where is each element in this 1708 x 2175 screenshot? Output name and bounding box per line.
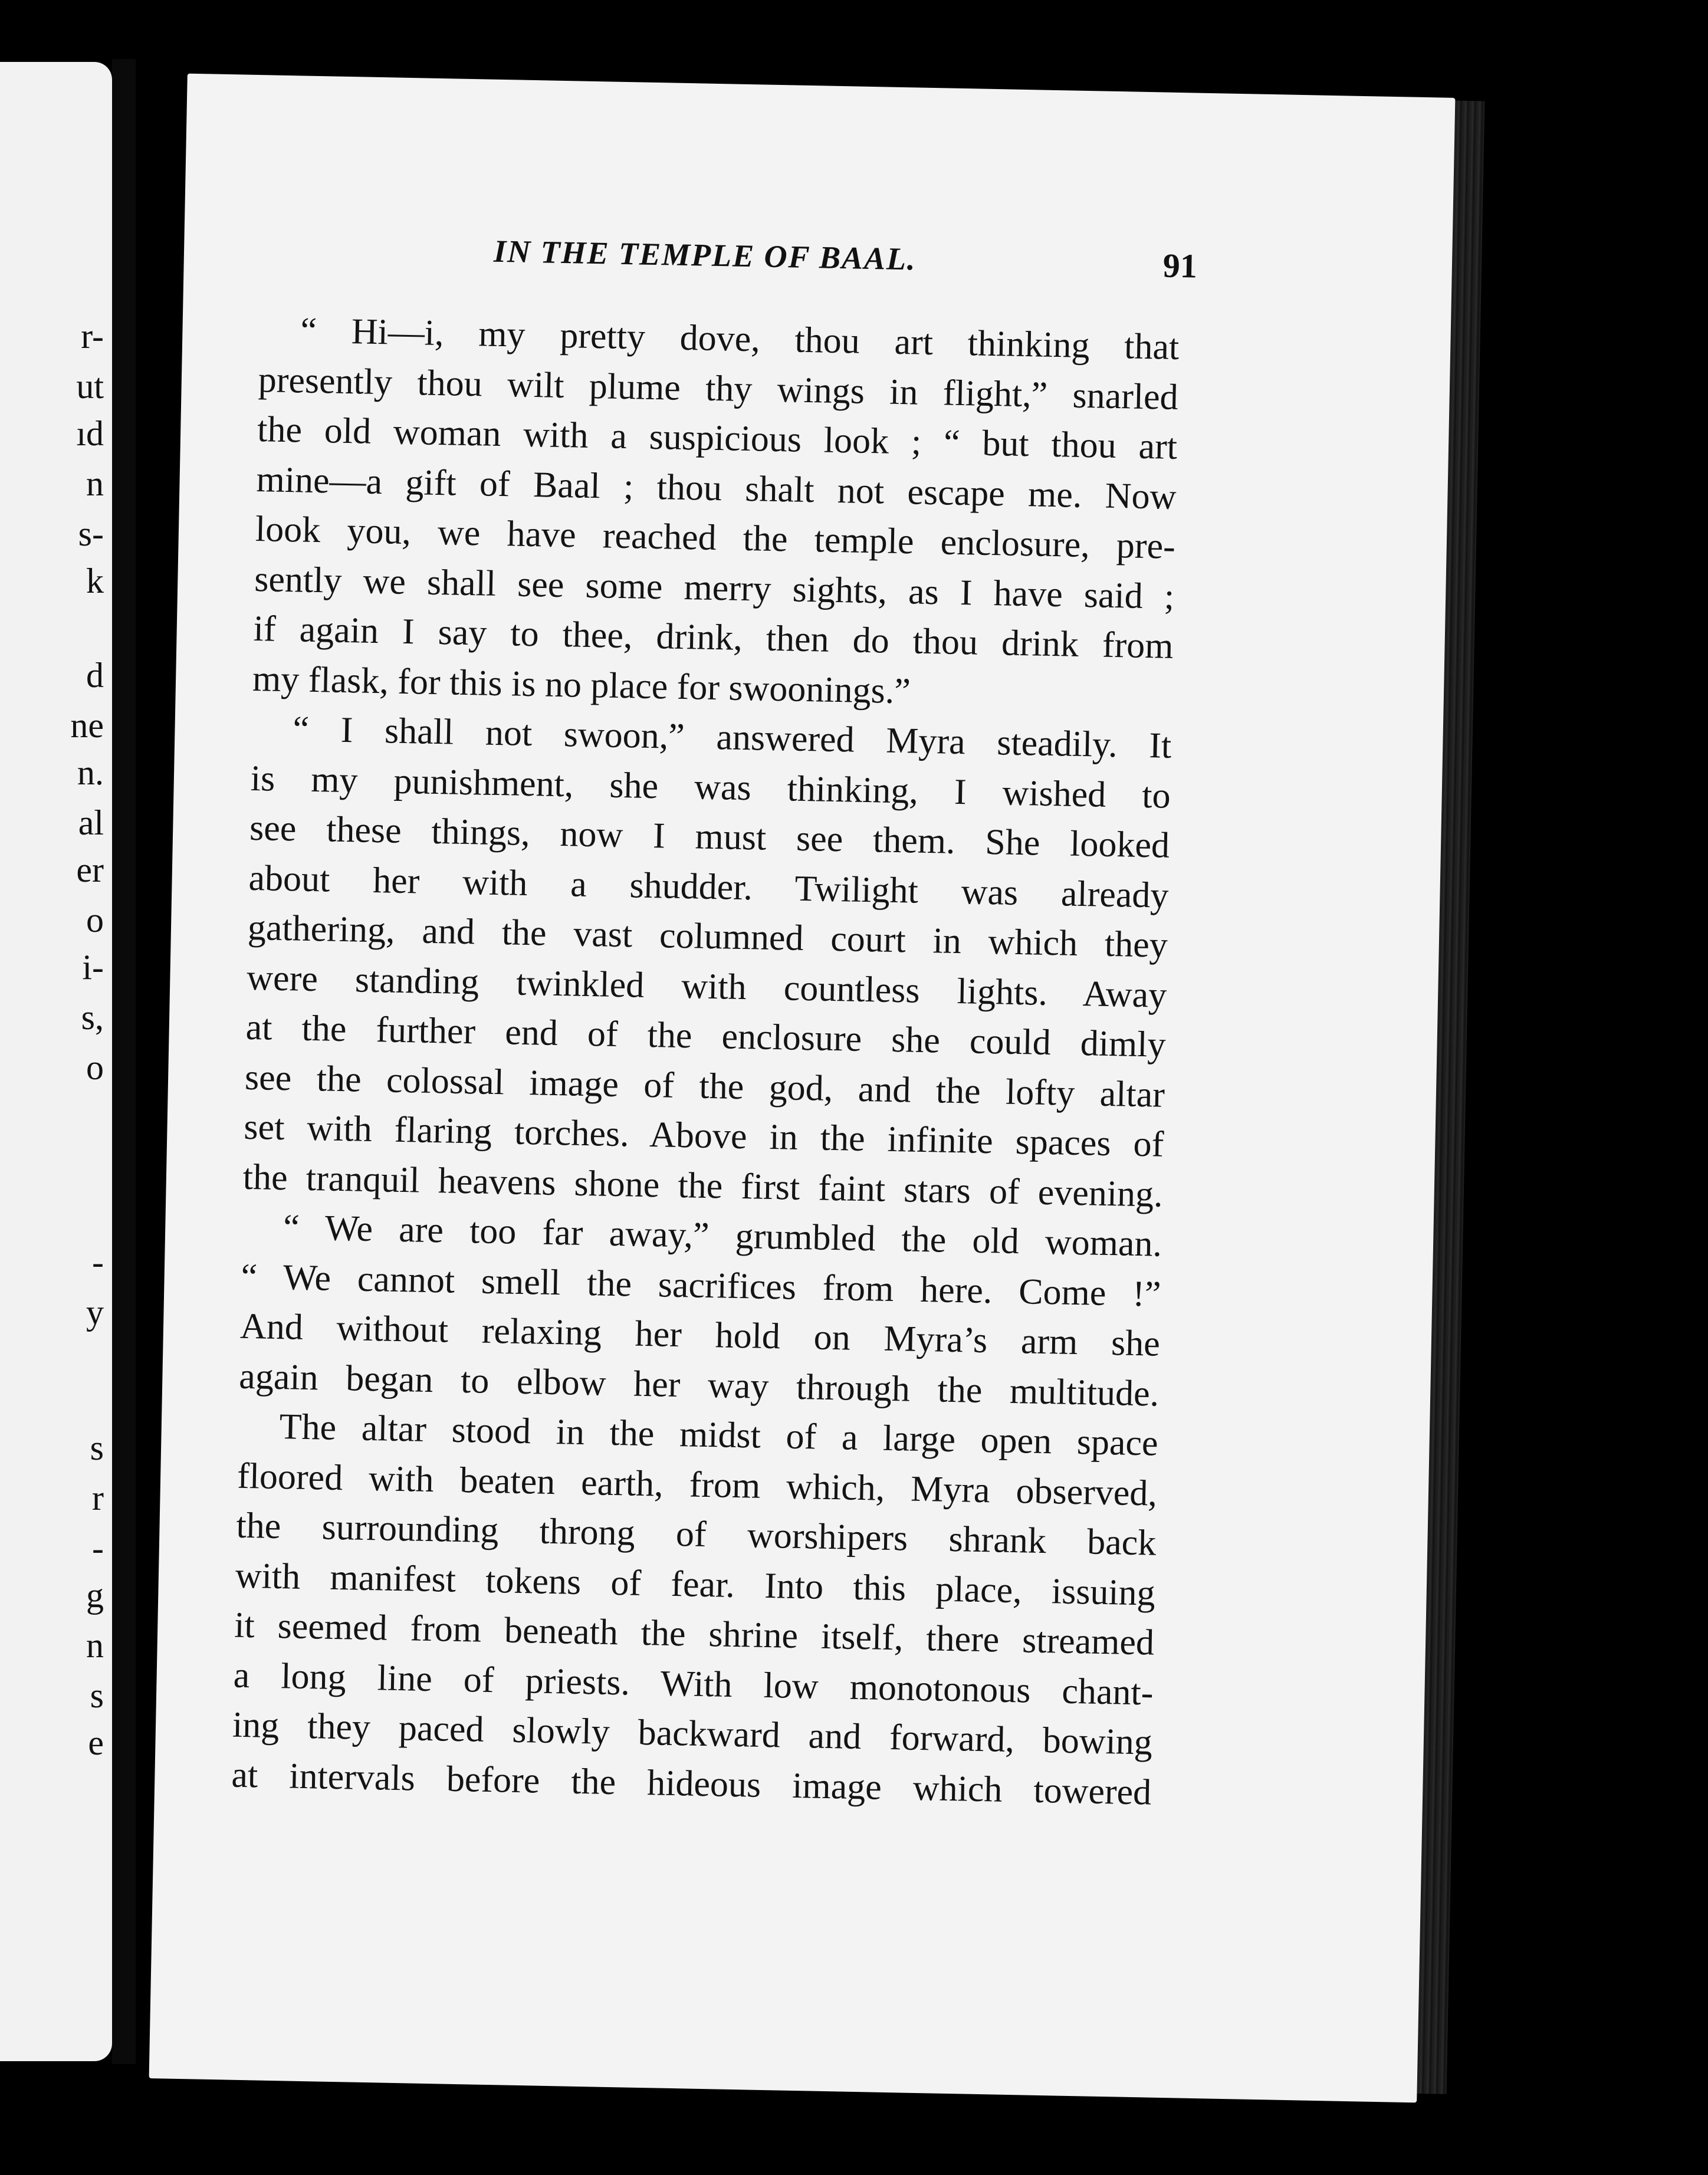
left-fragment: n xyxy=(86,464,104,503)
body-text xyxy=(231,305,1180,1817)
text-line: if again I say to thee, drink, then do thou drink from xyxy=(253,609,1174,666)
left-fragment: r- xyxy=(81,317,104,356)
text-line: is my punishment, she was thinking, I wished to xyxy=(250,758,1171,816)
left-fragment: al xyxy=(78,803,104,842)
left-fragment: o xyxy=(86,901,104,939)
left-fragment: s xyxy=(90,1676,104,1715)
text-line: the surrounding throng of worshipers shrank back xyxy=(235,1505,1157,1563)
text-line: about her with a shudder. Twilight was already xyxy=(248,857,1170,916)
text-line: sently we shall see some merry sights, as I have said ; xyxy=(254,558,1175,617)
left-fragment: - xyxy=(92,1529,104,1568)
text-line: presently thou wilt plume thy wings in flight,” snarled xyxy=(258,359,1179,418)
text-line: at intervals before the hideous image which towered xyxy=(231,1755,1152,1813)
page-number: 91 xyxy=(1162,246,1198,285)
left-fragment: n xyxy=(86,1626,104,1665)
left-fragment: ne xyxy=(70,706,104,745)
left-fragment: i- xyxy=(82,948,104,987)
left-fragment: ıd xyxy=(76,414,104,453)
text-line: floored with beaten earth, from which, Myra observed, xyxy=(237,1456,1158,1514)
left-page-edge xyxy=(0,62,112,2061)
left-fragment: ut xyxy=(76,367,104,406)
left-fragment: y xyxy=(86,1293,104,1332)
text-line: it seemed from beneath the shrine itself, there streamed xyxy=(234,1605,1155,1663)
book-page xyxy=(149,74,1456,2103)
text-line: at the further end of the enclosure she could dimly xyxy=(245,1007,1167,1065)
text-line: look you, we have reached the temple enclosure, pre- xyxy=(255,509,1176,567)
text-line: gathering, and the vast columned court in which they xyxy=(247,907,1168,965)
text-line: set with flaring torches. Above in the infinite spaces of xyxy=(243,1106,1164,1165)
text-line: the old woman with a suspicious look ; “ but thou art xyxy=(257,409,1178,468)
text-line: And without relaxing her hold on Myra’s arm she xyxy=(239,1306,1161,1364)
page-header xyxy=(183,227,1452,298)
left-fragment: er xyxy=(76,850,104,889)
left-fragment: d xyxy=(86,656,104,695)
running-head: IN THE TEMPLE OF BAAL. xyxy=(493,233,917,277)
text-line: my flask, for this is no place for swoonings.” xyxy=(252,658,911,711)
text-line: “ I shall not swoon,” answered Myra steadily. It xyxy=(292,709,1172,766)
text-line: mine—a gift of Baal ; thou shalt not escape me. Now xyxy=(255,459,1177,517)
left-fragment: s, xyxy=(81,998,104,1037)
book-gutter xyxy=(112,59,136,2064)
text-line: “ We cannot smell the sacrifices from here. Come !” xyxy=(241,1256,1162,1315)
text-line: “ Hi—i, my pretty dove, thou art thinking that xyxy=(300,310,1180,368)
left-fragment: s- xyxy=(78,514,104,553)
text-line: were standing twinkled with countless lights. Away xyxy=(246,957,1167,1016)
text-line: the tranquil heavens shone the first faint stars of evening. xyxy=(242,1157,1164,1215)
text-line: see these things, now I must see them. She looked xyxy=(249,807,1170,866)
text-line: with manifest tokens of fear. Into this place, issuing xyxy=(235,1555,1156,1614)
left-fragment: n. xyxy=(77,753,104,792)
left-fragment: s xyxy=(90,1428,104,1467)
text-line: The altar stood in the midst of a large open space xyxy=(279,1407,1159,1464)
text-line: a long line of priests. With low monotonous chant- xyxy=(233,1655,1154,1713)
text-line: “ We are too far away,” grumbled the old woman. xyxy=(283,1207,1162,1264)
left-fragment: - xyxy=(92,1243,104,1282)
text-line: ing they paced slowly backward and forward, bowing xyxy=(232,1704,1153,1763)
left-fragment: o xyxy=(86,1048,104,1087)
left-fragment: k xyxy=(86,561,104,600)
left-fragment: e xyxy=(88,1723,104,1762)
left-fragment: r xyxy=(92,1479,104,1517)
left-fragment: g xyxy=(86,1576,104,1615)
text-line: again began to elbow her way through the multitude. xyxy=(238,1356,1160,1414)
text-line: see the colossal image of the god, and the lofty altar xyxy=(244,1057,1165,1115)
